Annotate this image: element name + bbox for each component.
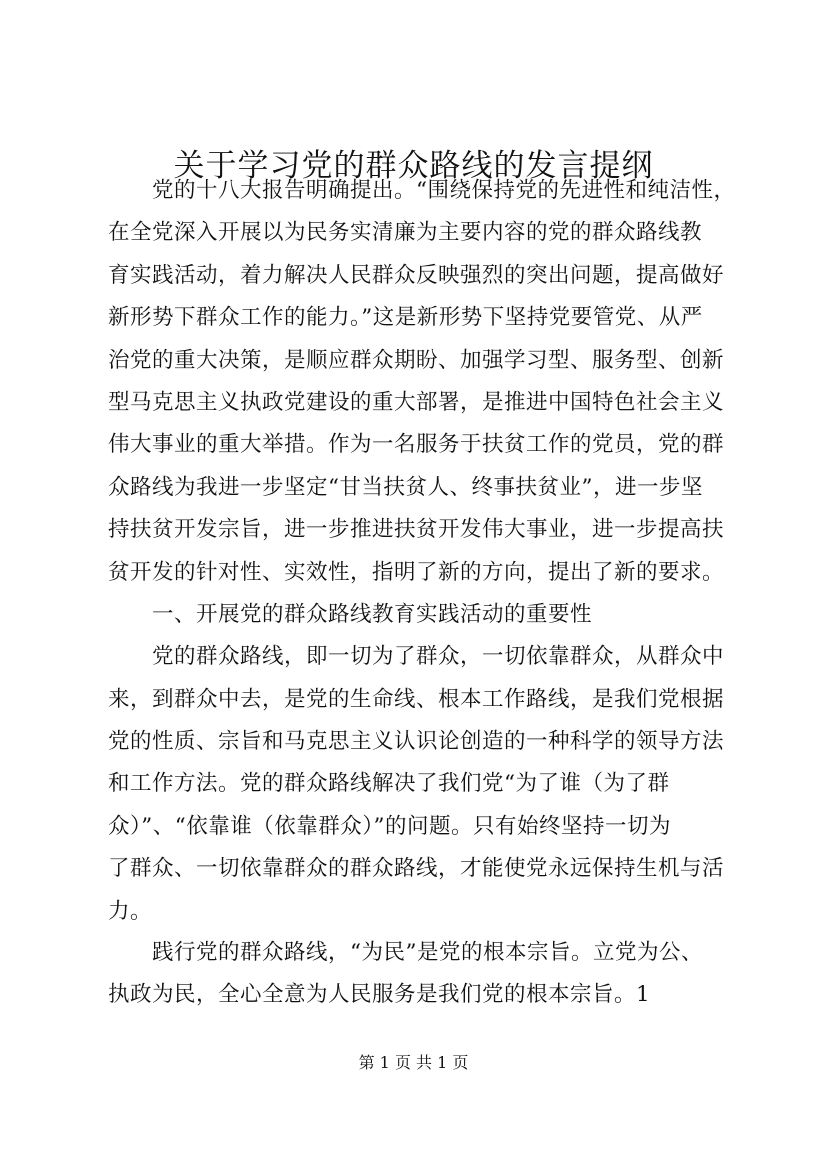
paragraph-line: 党的十八大报告明确提出。“围绕保持党的先进性和纯洁性， — [152, 178, 736, 203]
paragraph-line: 贫开发的针对性、实效性，指明了新的方向，提出了新的要求。 — [108, 559, 725, 585]
paragraph-line: 育实践活动，着力解决人民群众反映强烈的突出问题，提高做好 — [108, 262, 725, 288]
document-body-continued — [108, 932, 748, 1017]
section-heading: 一、开展党的群众路线教育实践活动的重要性 — [152, 601, 593, 627]
paragraph-line: 众路线为我进一步坚定“甘当扶贫人、终事扶贫业”，进一步坚 — [108, 474, 703, 500]
paragraph-line: 执政为民，全心全意为人民服务是我们党的根本宗旨。1 — [108, 982, 651, 1008]
paragraph-line: 党的群众路线，即一切为了群众，一切依靠群众，从群众中 — [152, 644, 725, 670]
paragraph-line: 在全党深入开展以为民务实清廉为主要内容的党的群众路线教 — [108, 220, 703, 246]
document-title: 关于学习党的群众路线的发言提纲 — [173, 148, 654, 184]
paragraph-line: 和工作方法。党的群众路线解决了我们党“为了谁（为了群 — [108, 771, 670, 797]
document-body — [108, 170, 748, 933]
page-footer: 第 1 页 共 1 页 — [358, 1053, 469, 1072]
paragraph-line: 型马克思主义执政党建设的重大部署，是推进中国特色社会主义 — [108, 389, 725, 415]
paragraph-line: 力。 — [108, 898, 153, 924]
paragraph-line: 治党的重大决策，是顺应群众期盼、加强学习型、服务型、创新 — [108, 347, 725, 373]
paragraph-line: 持扶贫开发宗旨，进一步推进扶贫开发伟大事业，进一步提高扶 — [108, 517, 725, 543]
paragraph-line: 众）”、“依靠谁（依靠群众）”的问题。只有始终坚持一切为 — [108, 813, 671, 839]
paragraph-line: 了群众、一切依靠群众的群众路线，才能使党永远保持生机与活 — [108, 856, 725, 882]
paragraph-line: 来，到群众中去，是党的生命线、根本工作路线，是我们党根据 — [108, 686, 725, 712]
paragraph-line: 新形势下群众工作的能力。”这是新形势下坚持党要管党、从严 — [108, 305, 703, 331]
paragraph-line: 党的性质、宗旨和马克思主义认识论创造的一种科学的领导方法 — [108, 729, 725, 755]
paragraph-line: 践行党的群众路线，“为民”是党的根本宗旨。立党为公、 — [152, 940, 703, 965]
paragraph-line: 伟大事业的重大举措。作为一名服务于扶贫工作的党员，党的群 — [108, 432, 725, 458]
